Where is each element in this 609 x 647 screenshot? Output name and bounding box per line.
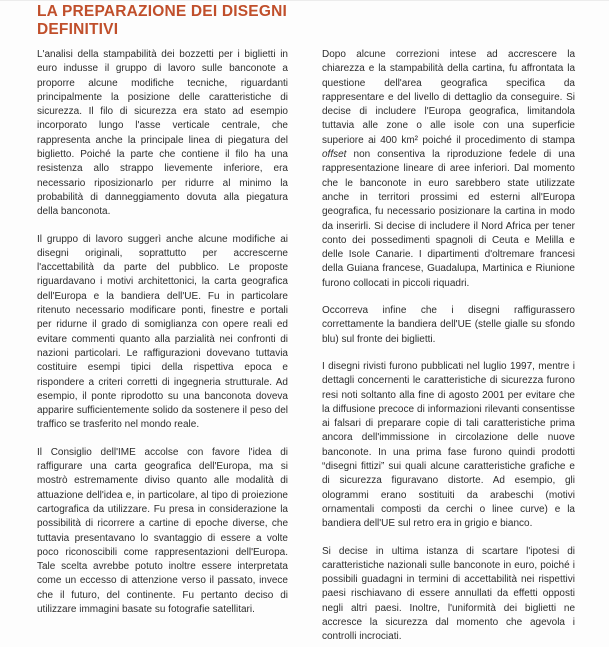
paragraph: I disegni rivisti furono pubblicati nel luglio 1997, mentre i dettagli concernenti le caratteristiche di sicurezza furono resi noti soltanto alla fine di agosto 2001 per evitare che la diffusione precoce di informazioni rilevanti consentisse ai falsari di preparare copie di tali caratteristiche prima ancora dell'immissione in circolazione delle nuove banconote. In una prima fase furono quindi prodotti “disegni fittizi” sui quali alcune caratteristiche grafiche e di sicurezza figuravano distorte. Ad esempio, gli ologrammi erano sostituiti da arabeschi (motivi ornamentali composti da cerchi o linee curve) e la bandiera dell'UE sul retro era in grigio e bianco. bbox=[322, 360, 575, 530]
paragraph: Si decise in ultima istanza di scartare l'ipotesi di caratteristiche nazionali sulle banconote in euro, poiché i possibili guadagni in termini di accettabilità nei rispettivi paesi rischiavano di essere annullati da effetti opposti negli altri paesi. Inoltre, l'uniformità dei biglietti ne accresce la sicurezza dal momento che agevola i controlli incrociati. bbox=[322, 545, 575, 643]
paragraph: Dopo alcune correzioni intese ad accrescere la chiarezza e la stampabilità della cartina, fu affrontata la questione dell'area geografica specifica da rappresentare e del livello di dettaglio da conseguire. Si decise di includere l'Europa geografica, limitandola tuttavia alle zone o alle isole con una superficie superiore ai 400 km² poiché il procedimento di stampa offset non consentiva la riproduzione fedele di una rappresentazione lineare di aree inferiori. Dal momento che le banconote in euro sarebbero state utilizzate anche in territori prossimi ed esterni all'Europa geografica, fu necessario posizionare la cartina in modo da inserirli. Si decise di includere il Nord Africa per tener conto dei possedimenti spagnoli di Ceuta e Melilla e delle Isole Canarie. I dipartimenti d'oltremare francesi della Guiana francese, Guadalupa, Martinica e Riunione furono collocati in piccoli riquadri. bbox=[322, 49, 575, 289]
paragraph: Il gruppo di lavoro suggerì anche alcune modifiche ai disegni originali, soprattutto per accrescerne l'accettabilità da parte del pubblico. Le proposte riguardavano i motivi architettonici, la carta geografica dell'Europa e la bandiera dell'UE. Fu in particolare ritenuto necessario modificare ponti, finestre e portali per ridurne il grado di somiglianza con opere reali ed evitare commenti quanto alla parzialità nei confronti di nazioni particolari. Le raffigurazioni dovevano tuttavia costituire esempi tipici della rispettiva epoca e rispondere a criteri corretti di ingegneria strutturale. Ad esempio, il ponte riprodotto su una banconota doveva apparire sufficientemente solido da sostenere il peso del traffico se trasferito nel mondo reale. bbox=[37, 233, 288, 431]
page-title: LA PREPARAZIONE DEI DISEGNI DEFINITIVI bbox=[37, 3, 287, 38]
paragraph: L'analisi della stampabilità dei bozzetti per i biglietti in euro indusse il gruppo di lavoro sulle banconote a proporre alcune modifiche tecniche, riguardanti principalmente la posizione delle caratteristiche di sicurezza. Il filo di sicurezza era stato ad esempio incorporato lungo l'asse verticale centrale, che rappresenta anche la principale linea di piegatura del biglietto. Poiché la parte che contiene il filo ha una resistenza allo strappo lievemente inferiore, era necessario riposizionarlo per ridurre al minimo la probabilità di danneggiamento dovuta alla piegatura della banconota. bbox=[37, 49, 288, 218]
paragraph: Il Consiglio dell'IME accolse con favore l'idea di raffigurare una carta geografica dell'Europa, ma si mostrò estremamente diviso quanto alle modalità di attuazione dell'idea e, in particolare, al tipo di proiezione cartografica da utilizzare. Fu presa in considerazione la possibilità di ricorrere a cartine di epoche diverse, che tuttavia presentavano lo svantaggio di essere a volte poco riconoscibili come rappresentazioni dell'Europa. Tale scelta avrebbe potuto inoltre essere interpretata come un eccesso di attenzione verso il passato, invece che il futuro, del continente. Fu pertanto deciso di utilizzare immagini basate su fotografie satellitari. bbox=[37, 446, 288, 615]
text-columns bbox=[37, 48, 575, 645]
left-column bbox=[37, 48, 288, 645]
right-column bbox=[322, 48, 575, 645]
paragraph: Occorreva infine che i disegni raffigurassero correttamente la bandiera dell'UE (stelle gialle su sfondo blu) sul fronte dei biglietti. bbox=[322, 305, 575, 345]
